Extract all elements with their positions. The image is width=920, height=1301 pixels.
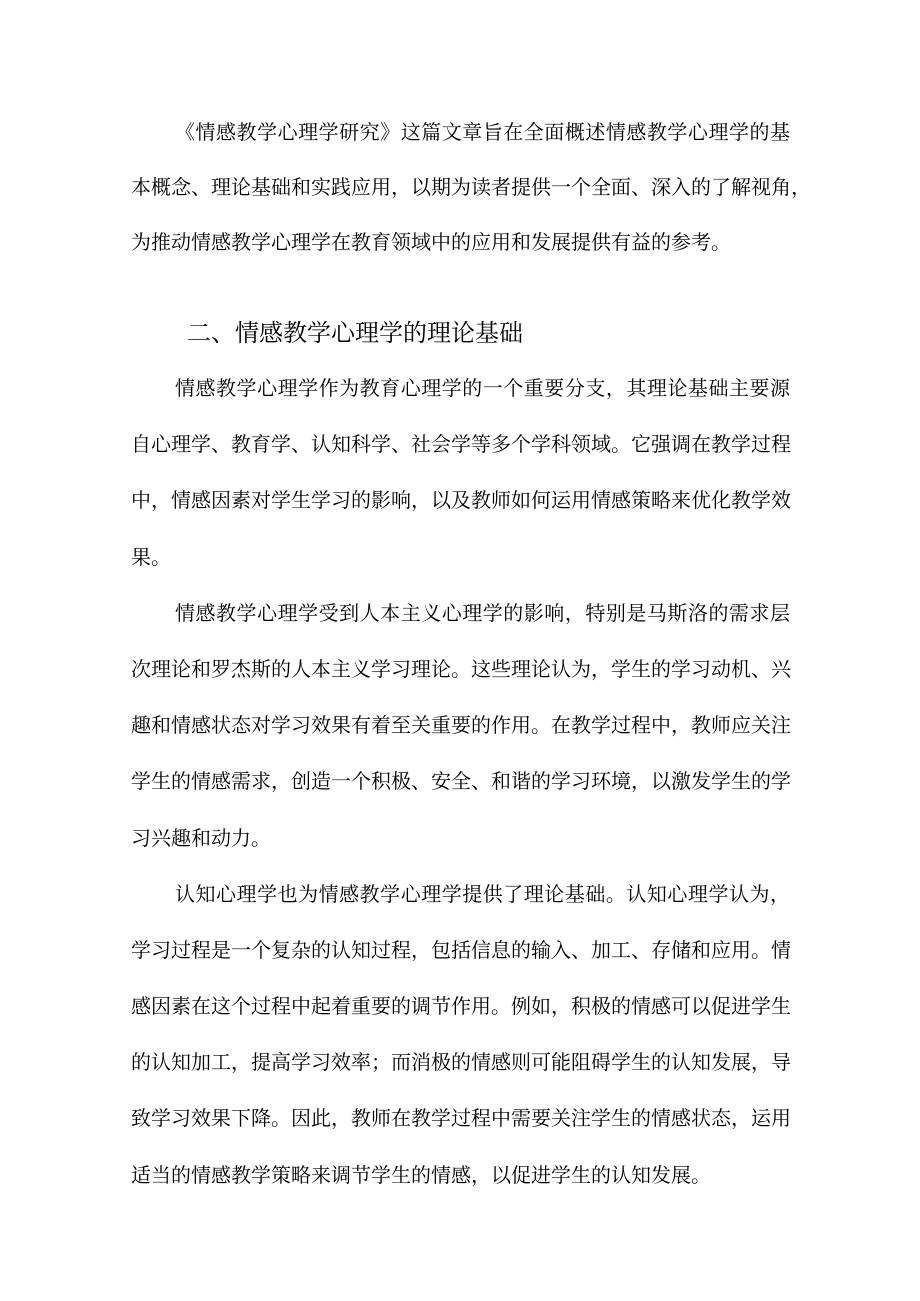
paragraph xyxy=(131,585,790,866)
text-line: 中，情感因素对学生学习的影响，以及教师如何运用情感策略来优化教学效 xyxy=(131,488,791,513)
text-line: 认知心理学也为情感教学心理学提供了理论基础。认知心理学认为， xyxy=(175,881,790,906)
text-line: 情感教学心理学作为教育心理学的一个重要分支，其理论基础主要源 xyxy=(175,376,790,400)
text-line: 学习过程是一个复杂的认知过程，包括信息的输入、加工、存储和应用。情 xyxy=(131,937,791,962)
text-line: 为推动情感教学心理学在教育领域中的应用和发展提供有益的参考。 xyxy=(131,230,731,254)
section-body xyxy=(131,360,790,1203)
intro-paragraph xyxy=(131,105,811,270)
text-line: 感因素在这个过程中起着重要的调节作用。例如，积极的情感可以促进学生 xyxy=(131,994,791,1019)
paragraph xyxy=(131,866,790,1203)
text-line: 的认知加工，提高学习效率；而消极的情感则可能阻碍学生的认知发展，导 xyxy=(131,1050,791,1075)
text-line: 学生的情感需求，创造一个积极、安全、和谐的学习环境，以激发学生的学 xyxy=(131,769,791,794)
text-line: 自心理学、教育学、认知科学、社会学等多个学科领域。它强调在教学过程 xyxy=(131,432,791,457)
paragraph xyxy=(131,360,790,585)
text-line: 致学习效果下降。因此，教师在教学过程中需要关注学生的情感状态，运用 xyxy=(131,1106,791,1131)
text-line: 果。 xyxy=(131,544,171,569)
text-line: 次理论和罗杰斯的人本主义学习理论。这些理论认为，学生的学习动机、兴 xyxy=(131,656,791,681)
text-line: 适当的情感教学策略来调节学生的情感，以促进学生的认知发展。 xyxy=(131,1162,711,1187)
section-heading: 二、情感教学心理学的理论基础 xyxy=(187,319,523,347)
text-line: 《情感教学心理学研究》这篇文章旨在全面概述情感教学心理学的基 xyxy=(175,120,790,144)
text-line: 本概念、理论基础和实践应用，以期为读者提供一个全面、深入的了解视角， xyxy=(131,175,811,199)
text-line: 习兴趣和动力。 xyxy=(131,825,271,850)
text-line: 趣和情感状态对学习效果有着至关重要的作用。在教学过程中，教师应关注 xyxy=(131,713,791,738)
text-line: 情感教学心理学受到人本主义心理学的影响，特别是马斯洛的需求层 xyxy=(175,600,790,625)
